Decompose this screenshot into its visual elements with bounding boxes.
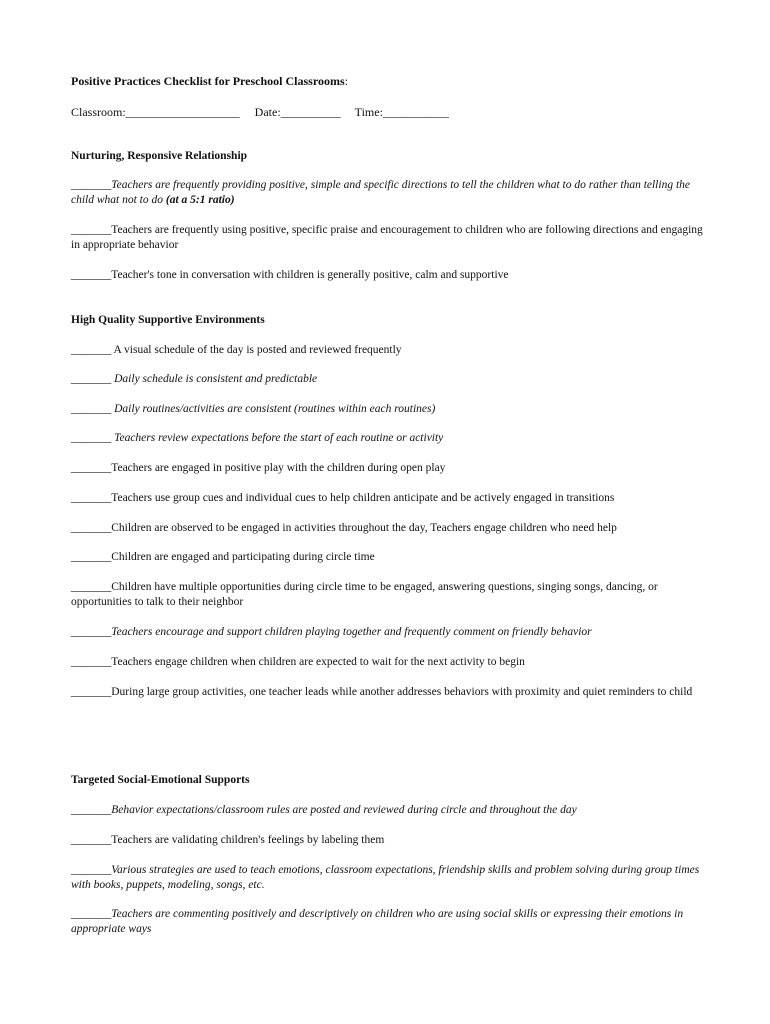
check-blank[interactable]: _______ bbox=[71, 686, 112, 698]
item-text: Teachers are validating children's feelings by labeling them bbox=[111, 834, 385, 846]
checklist-item[interactable] bbox=[71, 343, 711, 358]
item-text: Teacher's tone in conversation with children is generally positive, calm and supportive bbox=[111, 269, 509, 281]
checklist-item[interactable] bbox=[71, 521, 711, 536]
title-colon: : bbox=[344, 74, 348, 88]
check-blank[interactable]: _______ bbox=[71, 551, 112, 563]
check-blank[interactable]: _______ bbox=[71, 179, 112, 191]
check-blank[interactable]: _______ bbox=[71, 432, 112, 444]
checklist-item[interactable] bbox=[71, 178, 711, 208]
item-emphasis: (at a 5:1 ratio) bbox=[165, 194, 235, 206]
check-blank[interactable]: _______ bbox=[71, 908, 112, 920]
item-text: Children are engaged and participating during circle time bbox=[111, 551, 375, 563]
checklist-item[interactable] bbox=[71, 655, 711, 670]
checklist-item[interactable] bbox=[71, 461, 711, 476]
item-text: During large group activities, one teacher leads while another addresses behaviors with proximity and quiet reminders to child bbox=[111, 686, 693, 698]
checklist-item[interactable] bbox=[71, 402, 711, 417]
date-field[interactable]: Date:__________ bbox=[254, 105, 341, 119]
item-text: Teachers are engaged in positive play with the children during open play bbox=[111, 462, 446, 474]
item-text: Daily routines/activities are consistent (routines within each routines) bbox=[111, 403, 436, 415]
checklist-item[interactable] bbox=[71, 625, 711, 640]
check-blank[interactable]: _______ bbox=[71, 462, 112, 474]
section-heading-nurturing: Nurturing, Responsive Relationship bbox=[71, 150, 248, 162]
checklist-item[interactable] bbox=[71, 491, 711, 506]
checklist-item[interactable] bbox=[71, 580, 711, 610]
checklist-item[interactable] bbox=[71, 833, 711, 848]
check-blank[interactable]: _______ bbox=[71, 224, 112, 236]
document-title bbox=[71, 74, 348, 89]
section-heading-targeted: Targeted Social-Emotional Supports bbox=[71, 774, 250, 786]
check-blank[interactable]: _______ bbox=[71, 581, 112, 593]
check-blank[interactable]: _______ bbox=[71, 492, 112, 504]
checklist-item[interactable] bbox=[71, 907, 711, 937]
checklist-item[interactable] bbox=[71, 372, 711, 387]
check-blank[interactable]: _______ bbox=[71, 522, 112, 534]
check-blank[interactable]: _______ bbox=[71, 626, 112, 638]
item-text: Teachers are commenting positively and descriptively on children who are using social skills or expressing their emotions in appropriate ways bbox=[71, 908, 684, 935]
title-text: Positive Practices Checklist for Preschool Classrooms bbox=[71, 74, 345, 88]
checklist-item[interactable] bbox=[71, 268, 711, 283]
check-blank[interactable]: _______ bbox=[71, 403, 112, 415]
checklist-item[interactable] bbox=[71, 431, 711, 446]
item-text: Daily schedule is consistent and predictable bbox=[111, 373, 318, 385]
checklist-item[interactable] bbox=[71, 550, 711, 565]
item-text: Children have multiple opportunities during circle time to be engaged, answering questions, singing songs, dancing, or opportunities to talk to their neighbor bbox=[71, 581, 658, 608]
item-text: Various strategies are used to teach emotions, classroom expectations, friendship skills and problem solving during group times with books, puppets, modeling, songs, etc. bbox=[71, 864, 700, 891]
checklist-item[interactable] bbox=[71, 863, 711, 893]
time-field[interactable]: Time:___________ bbox=[354, 105, 449, 119]
item-text: Teachers are frequently providing positive, simple and specific directions to tell the children what to do rather than telling the child what not to do bbox=[71, 179, 691, 206]
check-blank[interactable]: _______ bbox=[71, 656, 112, 668]
check-blank[interactable]: _______ bbox=[71, 834, 112, 846]
item-text: Children are observed to be engaged in activities throughout the day, Teachers engage children who need help bbox=[111, 522, 617, 534]
check-blank[interactable]: _______ bbox=[71, 373, 112, 385]
section-heading-environments: High Quality Supportive Environments bbox=[71, 314, 265, 326]
check-blank[interactable]: _______ bbox=[71, 864, 112, 876]
check-blank[interactable]: _______ bbox=[71, 804, 112, 816]
item-text: A visual schedule of the day is posted and reviewed frequently bbox=[111, 344, 402, 356]
info-fields bbox=[71, 105, 449, 120]
check-blank[interactable]: _______ bbox=[71, 269, 112, 281]
item-text: Teachers are frequently using positive, specific praise and encouragement to children who are following directions and engaging in appropriate behavior bbox=[71, 224, 703, 251]
checklist-item[interactable] bbox=[71, 685, 711, 700]
item-text: Teachers engage children when children are expected to wait for the next activity to begin bbox=[111, 656, 525, 668]
checklist-item[interactable] bbox=[71, 223, 711, 253]
item-text: Teachers encourage and support children playing together and frequently comment on friendly behavior bbox=[111, 626, 592, 638]
item-text: Teachers use group cues and individual cues to help children anticipate and be actively engaged in transitions bbox=[111, 492, 615, 504]
classroom-field[interactable]: Classroom:___________________ bbox=[71, 105, 240, 119]
item-text: Behavior expectations/classroom rules are posted and reviewed during circle and throughout the day bbox=[111, 804, 577, 816]
item-text: Teachers review expectations before the start of each routine or activity bbox=[111, 432, 444, 444]
checklist-item[interactable] bbox=[71, 803, 711, 818]
check-blank[interactable]: _______ bbox=[71, 344, 112, 356]
